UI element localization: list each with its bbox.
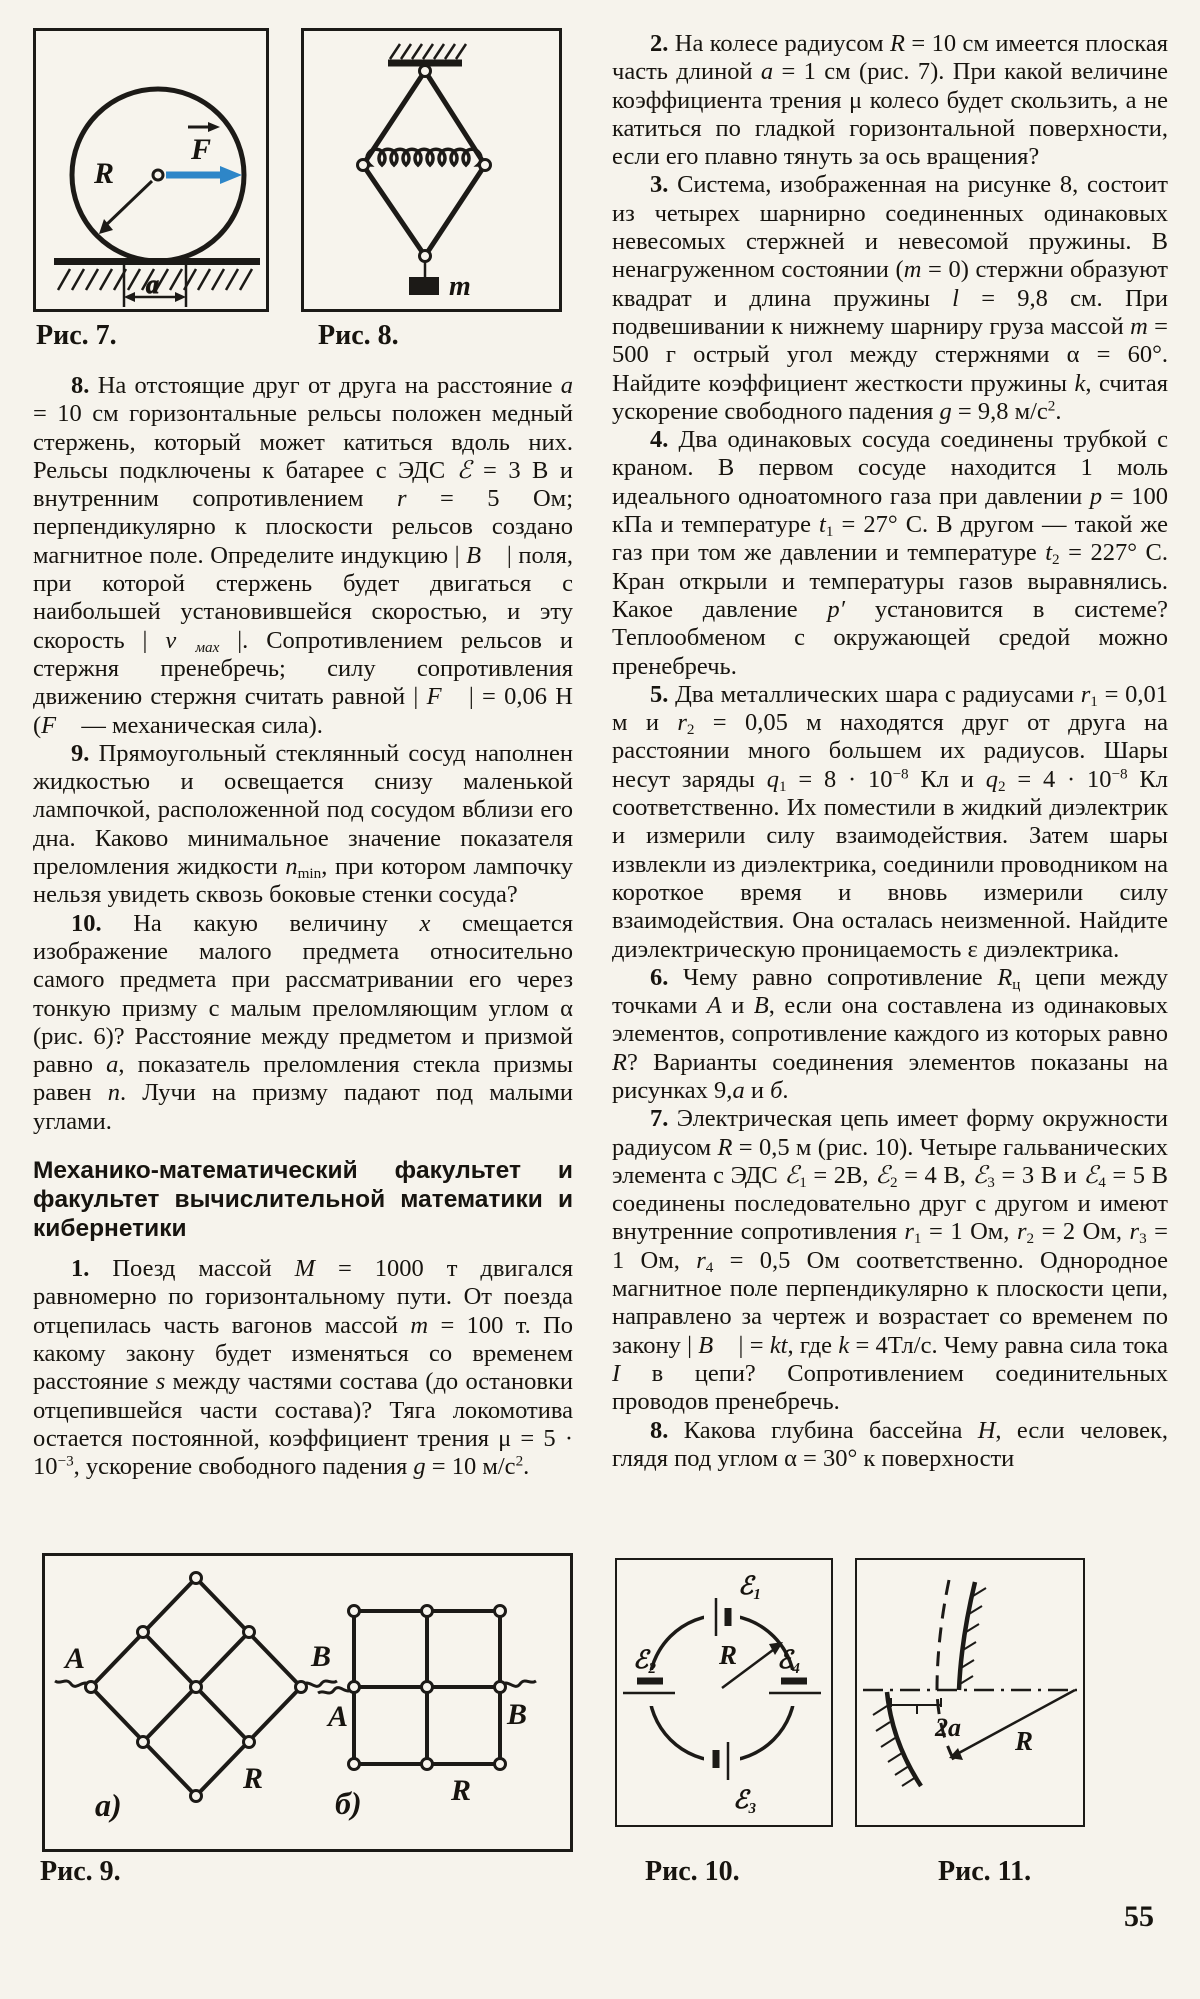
problem-8: 8. На отстоящие друг от друга на расстояние a = 10 см горизонтальные рельсы положен медный стержень, который может катиться вдоль них. Рельсы подключены к батарее с ЭДС ℰ = 3 В и внутренним сопротивлением r = 5 Ом; перпендикулярно к плоскости рельсов создано магнитное поле. Определите индукцию | B⃗ | поля, при которой стержень будет двигаться с наибольшей установившейся скоростью, и эту скорость | $v⃗_{мах}$ |. Сопротивлением рельсов и стержня пренебречь; силу сопротивления движению стержня считать равной | F⃗ | = 0,06 Н (F⃗ — механическая сила). [33,372,574,739]
emf4-label: ℰ₄ [777,1647,801,1674]
problem-3: 3. Система, изображенная на рисунке 8, состоит из четырех шарнирно соединенных одинаковых невесомых стержней и невесомой пружины. В ненагруженном состоянии (m = 0) стержни образуют квадрат и длина пружины l = 9,8 см. При подвешивании к нижнему шарниру груза массой m = 500 г острый угол между стержнями α = 60°. Найдите коэффициент жесткости пружины k, считая ускорение свободного падения g = 9,8 $м/с^2$. [612,171,1169,425]
figure-9-drawing [45,1556,570,1849]
page-number: 55 [1124,1900,1154,1933]
right-column [612,30,1168,1473]
problem-7: 7. Электрическая цепь имеет форму окружности радиусом R = 0,5 м (рис. 10). Четыре гальванических элемента с ЭДС ℰ$_1$ = 2В, ℰ$_2$ = 4 В, ℰ$_3$ = 3 В и ℰ$_4$ = 5 В соединены последовательно друг с другом и имеют внутренние сопротивления $r_1 = 1$ Ом, $r_2 = 2$ Ом, $r_3 = 1$ Ом, $r_4 = 0,5$ Ом соответственно. Однородное магнитное поле перпендикулярно к плоскости цепи, направлено за чертеж и возрастает со временем по закону | B⃗ | = kt, где k = 4Тл/с. Чему равна сила тока I в цепи? Сопротивлением соединительных проводов пренебречь. [612,1105,1169,1416]
figure-7 [33,28,269,312]
flat-dimension [124,265,186,307]
figure-10 [615,1558,833,1827]
radius-label: R [94,157,115,190]
force-label: F [191,133,212,166]
problem-6: 6. Чему равно сопротивление $R_ц$ цепи между точками A и B, если она составлена из одинаковых элементов, сопротивление каждого из которых равно R? Варианты соединения элементов показаны на рисунках 9,а и б. [612,963,1169,1104]
resistor-label-2: R [451,1774,472,1807]
problem-1: 1. Поезд массой M = 1000 т двигался равномерно по горизонтальному пути. От поезда отцепилась часть вагонов массой m = 100 т. По какому закону будет изменяться со временем расстояние s между частями состава (до остановки отцепившейся части состава)? Тяга локомотива остается постоянной, коэффициент трения $\mu = 5 \cdot 10^{-3}$, ускорение свободного падения g = 10 $м/с^2$. [33,1255,574,1481]
faculty-heading: Механико-математический факультет и факультет вычислительной математики и кибернетики [33,1157,573,1243]
figure-9 [42,1553,573,1852]
spring [363,149,485,165]
subfigure-b-label: б) [335,1785,362,1821]
problem-5: 5. Два металлических шара с радиусами $r_1 = 0,01$ м и $r_2 = 0,05$ м находятся друг от друга на расстоянии много большем их радиусов. Шары несут заряды $q_1 = 8 \cdot 10^{-8}$ Кл и $q_2 = 4 \cdot 10^{-8}$ Кл соответственно. Их поместили в жидкий диэлектрик и измерили силу взаимодействия. Затем шары извлекли из диэлектрика, соединили проводником на короткое время и вновь измерили силу взаимодействия. Она осталась неизменной. Найдите диэлектрическую проницаемость ε диэлектрика. [612,680,1168,963]
radius-label: R [1015,1726,1034,1756]
figure-7-drawing [36,31,266,309]
node-a-label-1: A [65,1642,86,1675]
problem-4: 4. Два одинаковых сосуда соединены трубкой с краном. В первом сосуде находится 1 моль идеального одноатомного газа при давлении p = 100 кПа и температуре $t_1 = 27^\circ$ C. В другом — такой же газ при том же давлении и температуре $t_2 = 227^\circ$ C. Кран открыли и температуры газов выравнялись. Какое давление p′ установится в системе? Теплообменом с окружающей средой можно пренебречь. [612,426,1168,680]
emf2-label: ℰ₂ [633,1647,657,1674]
problem-8-right: 8. Какова глубина бассейна H, если человек, глядя под углом α = 30° к поверхности [612,1416,1169,1472]
emf3-label: ℰ₃ [733,1787,757,1814]
problem-10: 10. На какую величину x смещается изображение малого предмета относительно самого предмета при рассматривании его через тонкую призму с малым преломляющим углом α (рис. 6)? Расстояние между предметом и призмой равно a, показатель преломления стекла призмы равен n. Лучи на призму падают под малыми углами. [33,909,573,1135]
problem-9: 9. Прямоугольный стеклянный сосуд наполнен жидкостью и освещается снизу маленькой лампочкой, расположенной под сосудом вблизи его дна. Каково минимальное значение показателя преломления жидкости $n_{min}$, при котором лампочку нельзя увидеть сквозь боковые стенки сосуда? [33,739,573,909]
figure-8-caption: Рис. 8. [318,320,399,351]
figure-11 [855,1558,1085,1827]
diamond-nodes [86,1573,307,1802]
node-b-label-1: B [311,1640,332,1673]
radius-arrow [949,1690,1075,1760]
figure-11-caption: Рис. 11. [938,1856,1032,1887]
emf1-label: ℰ₁ [738,1573,762,1600]
width-label: 2a [935,1713,961,1742]
radius-arrow [718,1640,783,1688]
load [409,261,471,302]
flat-length-label: a [146,270,159,299]
width-bracket [891,1698,941,1714]
subfigure-a-label: а) [95,1787,122,1823]
figure-9-caption: Рис. 9. [40,1856,121,1887]
mass-label: m [449,271,471,302]
node-a-label-2: A [328,1700,349,1733]
figure-8-drawing [304,31,559,309]
hinges [358,66,491,262]
ceiling [388,44,466,63]
resistor-label-1: R [243,1762,264,1795]
figure-7-caption: Рис. 7. [36,320,117,351]
figure-10-caption: Рис. 10. [645,1856,740,1887]
figure-10-drawing [617,1560,831,1825]
node-b-label-2: B [507,1698,528,1731]
left-column [33,372,573,1481]
figure-8 [301,28,562,312]
curved-walls [873,1582,986,1786]
figure-11-drawing [857,1560,1083,1825]
radius-label: R [719,1640,738,1670]
problem-2: 2. На колесе радиусом R = 10 см имеется плоская часть длиной a = 1 см (рис. 7). При какой величине коэффициента трения μ колесо будет скользить, а не катиться по гладкой горизонтальной поверхности, если его плавно тянуть за ось вращения? [612,30,1168,171]
